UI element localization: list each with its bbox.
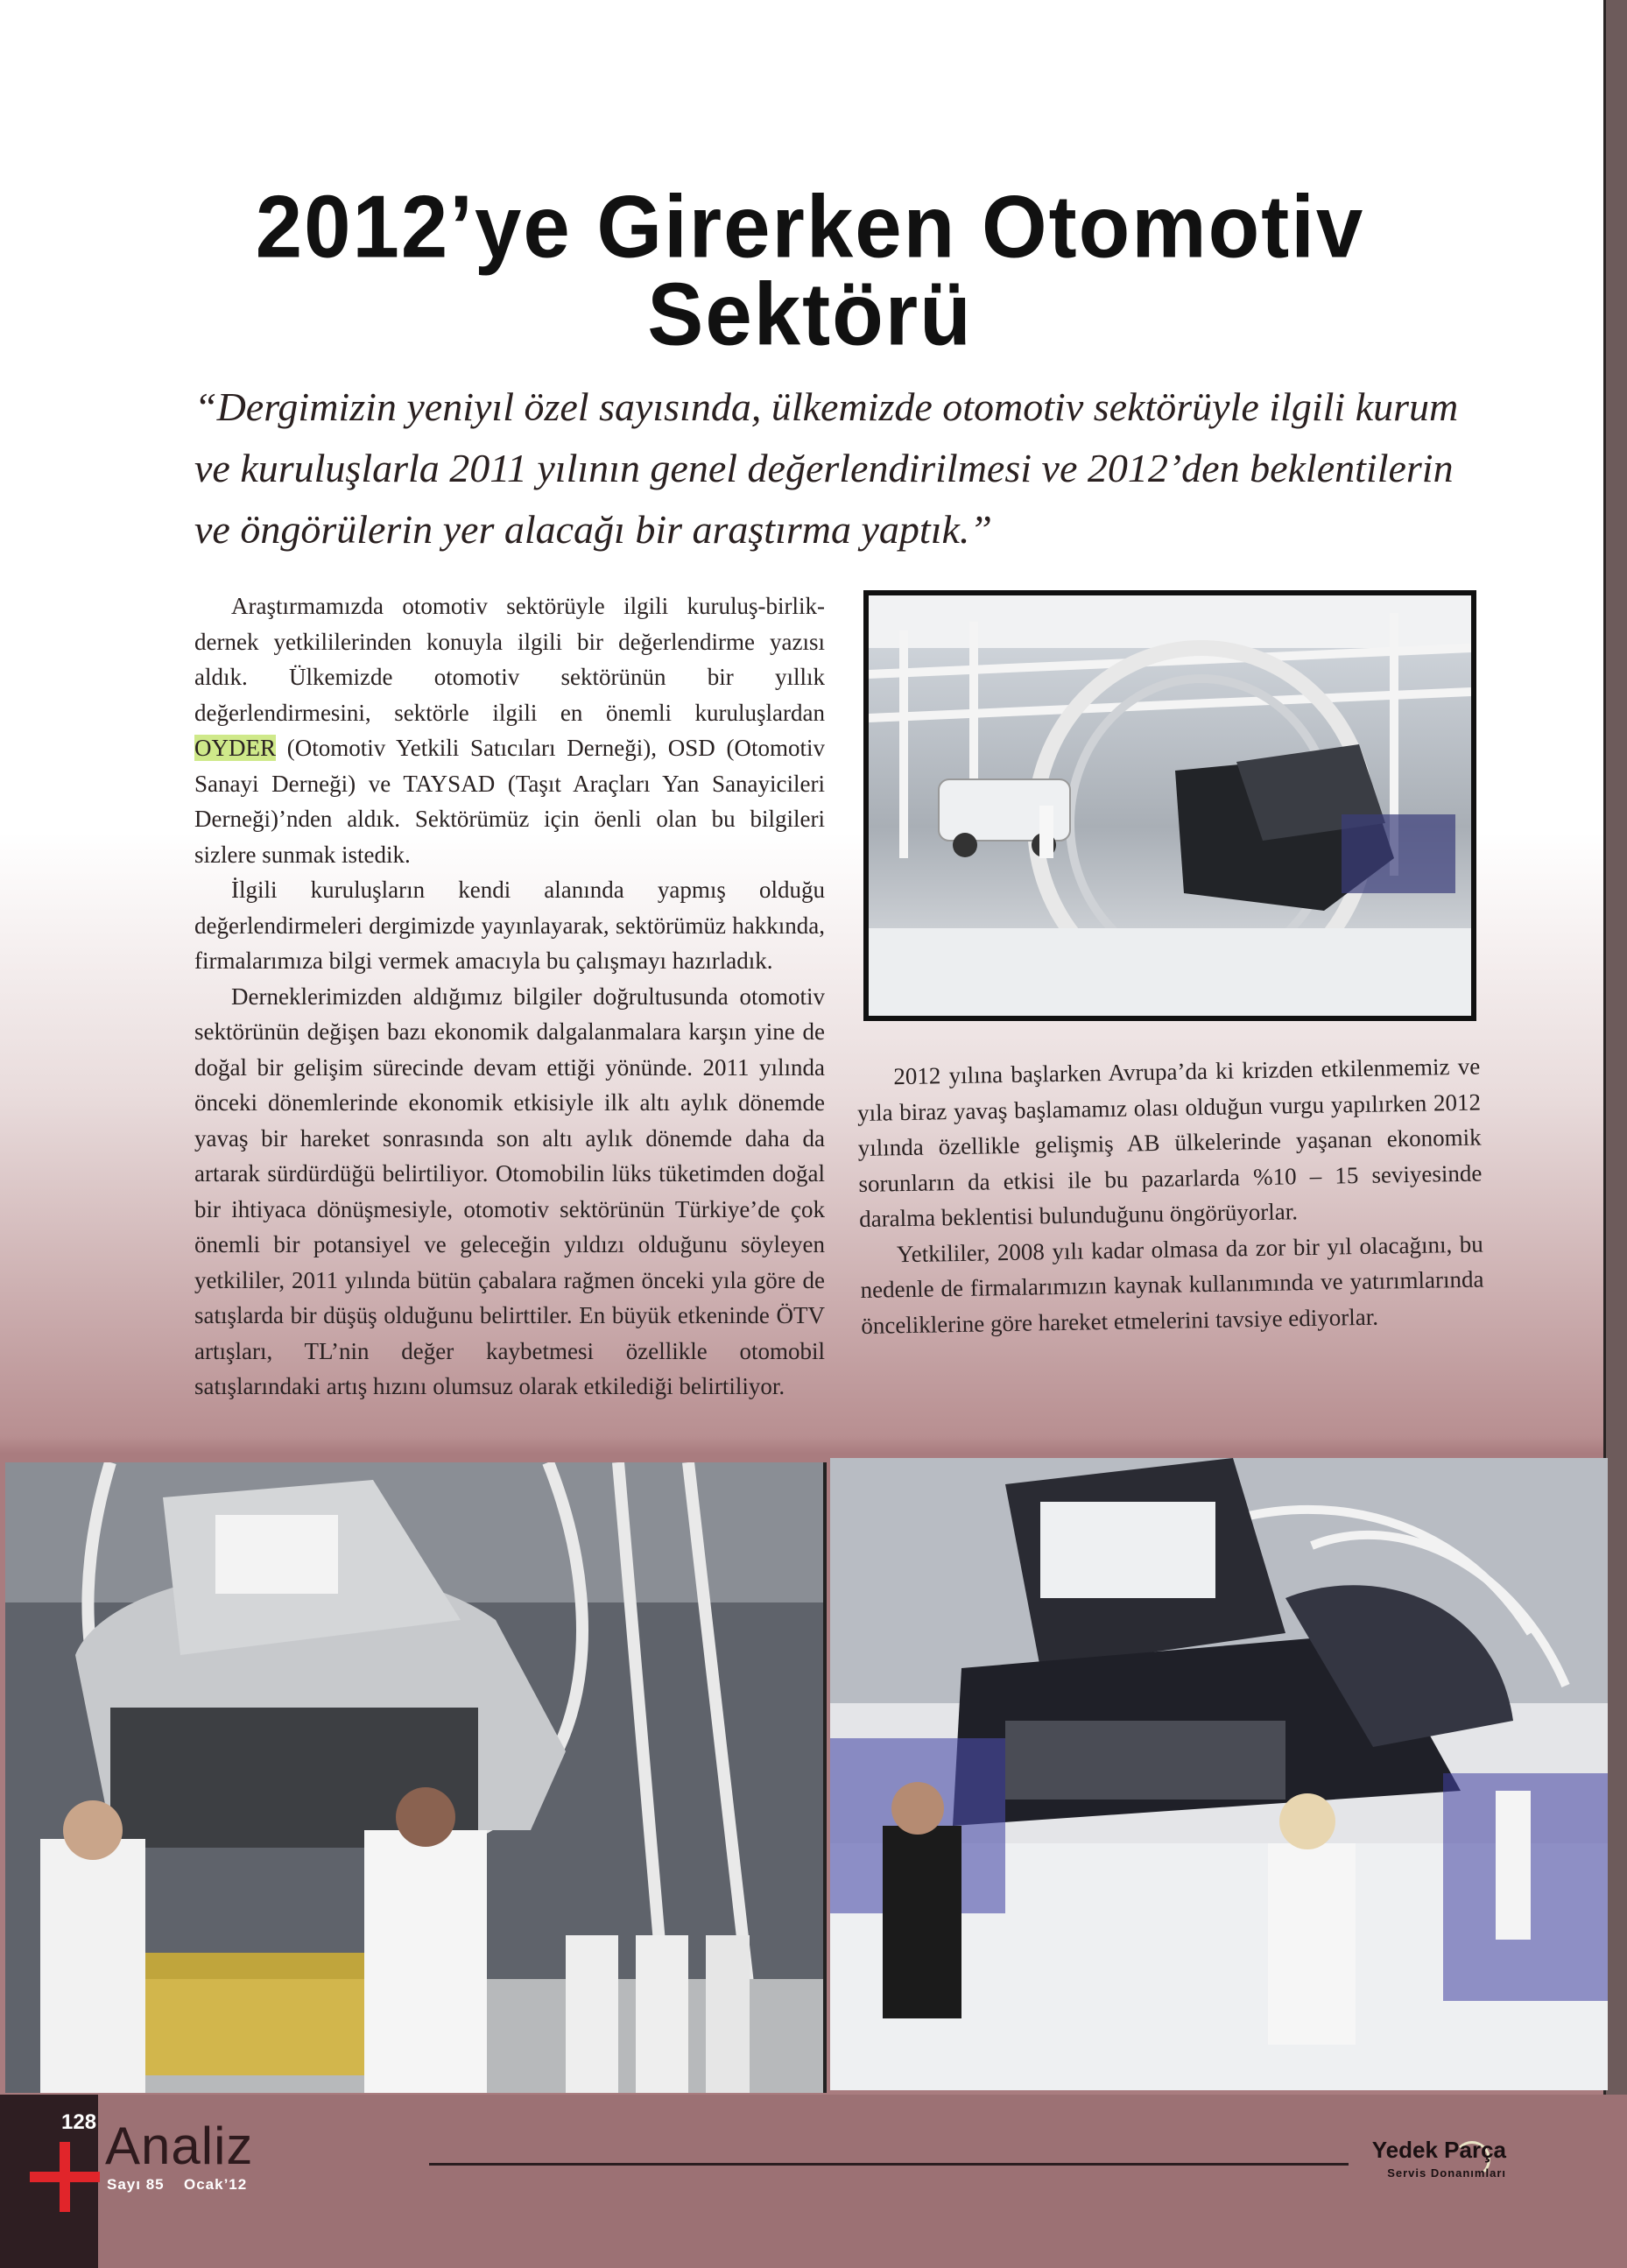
magazine-brand-subtitle: Servis Donanımları [1387,2166,1506,2180]
issue-date: Ocak’12 [184,2176,248,2193]
article-lead: “Dergimizin yeniyıl özel sayısında, ülkemizde otomotiv sektörüyle ilgili kurum ve kuruluşlarla 2011 yılının genel değerlendirilmesi ve 2012’den beklentilerin ve öngörülerin yer alacağı bir araştırma yaptık.” [194,384,1459,552]
paragraph-1-end: (Otomotiv Yetkili Satıcıları Derneği), OSD (Otomotiv Sanayi Derneği) ve TAYSAD (Taşıt Araçları Yan Sanayicileri Derneği)’nden aldık. Sektörümüz için öenli olan bu bilgileri sizlere sunmak istedik. [194,735,825,868]
page-edge [1606,0,1627,2268]
highlighted-term: OYDER [194,735,276,761]
car-production-line-workers-photo [830,1458,1608,2090]
left-text-column [194,588,825,1405]
issue-number: Sayı 85 [107,2176,165,2193]
production-line-illustration [830,1458,1608,2090]
engine-assembly-workers-photo [5,1462,827,2093]
footer-rule [429,2163,1349,2166]
right-text-column [856,1049,1485,1343]
article-title-line-1: 2012’ye Girerken Otomotiv [255,178,1365,277]
paragraph-5: Yetkililer, 2008 yılı kadar olmasa da zor bir yıl olacağını, bu nedenle de firmalarımızın kaynak kullanımında ve yatırımlarında önceliklerine göre hareket etmelerini tavsiye ediyorlar. [860,1230,1484,1339]
section-title: Analiz [105,2117,254,2175]
paragraph-4: 2012 yılına başlarken Avrupa’da ki krizden etkilenmemiz ve yıla biraz yavaş başlamamız olası olduğun vurgu yapılırken 2012 yılında özellikle gelişmiş AB ülkelerinde yaşanan ekonomik sorunların da etkisi ile bu pazarlarda %10 – 15 seviyesinde daralma beklentisi bulunduğunu öngörüyorlar. [856,1053,1483,1232]
paragraph-1 [194,588,825,872]
paragraph-3: Derneklerimizden aldığımız bilgiler doğrultusunda otomotiv sektörünün değişen bazı ekonomik dalgalanmalara karşın yine de doğal bir gelişim sürecinde devam ettiği yönünde. 2011 yılında önceki dönemlerinde ekonomik etkisiyle ilk altı aylık dönemde yavaş bir hareket sonrasında son altı aylık dönemde daha da artarak sürdürdüğü belirtiliyor. Otomobilin lüks tüketimden doğal bir ihtiyaca dönüşmesiyle, otomotiv sektörünün Türkiye’de çok önemli bir potansiyel ve geleceğin yıldızı olduğunu söyleyen yetkililer, 2011 yılında bütün çabalara rağmen önceki yıla göre de satışlarda bir düşüş olduğunu belirttiler. En büyük etkeninde ÖTV artışları, TL’nin değer kaybetmesi özellikle otomobil satışlarındaki artış hızını olumsuz olarak etkilediği belirtiliyor. [194,983,825,1399]
assembly-line-illustration [869,595,1471,1016]
paragraph-2: İlgili kuruluşların kendi alanında yapmış olduğu değerlendirmeleri dergimizde yayınlayarak, sektörümüz hakkında, firmalarımıza bilgi vermek amacıyla bu çalışmayı hazırladık. [194,877,825,974]
car-assembly-line-photo [863,590,1476,1021]
article-title-line-2: Sektörü [647,265,973,364]
paragraph-1-start: Araştırmamızda otomotiv sektörüyle ilgili kuruluş-birlik-dernek yetkililerinden konuyla ilgili bir değerlendirme yazısı aldık. Ülkemizde otomotiv sektörünün bir yıllık değerlendirmesini, sektörle ilgili en önemli kuruluşlardan [194,593,825,726]
magazine-brand: Yedek Parça [1371,2137,1506,2163]
page-number: 128 [61,2110,97,2134]
plus-icon [30,2142,100,2212]
engine-assembly-illustration [5,1462,823,2093]
